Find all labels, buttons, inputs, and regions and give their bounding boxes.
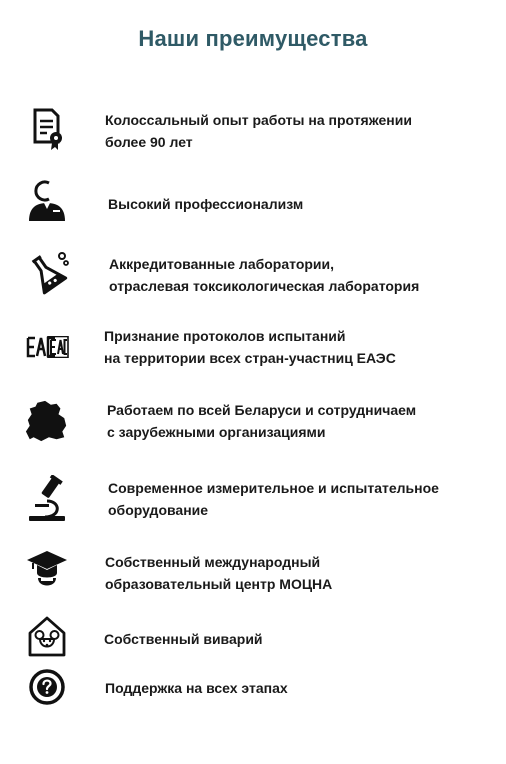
lab-flask-icon xyxy=(24,250,70,296)
advantage-item-vivarium xyxy=(0,614,506,658)
advantage-text: Поддержка на всех этапах xyxy=(105,680,288,696)
certificate-document-icon xyxy=(24,106,70,152)
advantage-item-equipment xyxy=(0,474,506,526)
vivarium-house-icon xyxy=(24,614,70,660)
advantage-item-experience xyxy=(0,104,506,154)
advantage-text: Собственный международный образовательный центр МОЦНА xyxy=(105,554,333,592)
belarus-map-icon xyxy=(24,398,70,444)
advantage-item-geography xyxy=(0,396,506,450)
eac-mark-icon xyxy=(24,324,70,370)
microscope-icon xyxy=(24,476,70,522)
advantage-text: Аккредитованные лаборатории, отраслевая токсикологическая лаборатория xyxy=(109,256,420,294)
advantage-text: Современное измерительное и испытательное оборудование xyxy=(108,480,439,518)
question-circle-icon xyxy=(24,664,70,710)
advantage-item-professionalism xyxy=(0,178,506,226)
advantage-item-eaeu-recognition xyxy=(0,322,506,372)
advantage-text: Признание протоколов испытаний на территории всех стран-участниц ЕАЭС xyxy=(104,328,396,366)
advantage-text: Работаем по всей Беларуси и сотрудничаем с зарубежными организациями xyxy=(107,402,417,440)
advantage-item-laboratories xyxy=(0,250,506,300)
graduation-cap-icon xyxy=(24,548,70,594)
advantage-text: Высокий профессионализм xyxy=(108,196,304,212)
professional-person-icon xyxy=(24,178,70,224)
page-title: Наши преимущества xyxy=(138,26,368,51)
advantage-text: Собственный виварий xyxy=(104,631,263,647)
advantage-text: Колоссальный опыт работы на протяжении более 90 лет xyxy=(105,112,412,150)
advantage-item-education-center xyxy=(0,548,506,598)
advantage-item-support xyxy=(0,664,506,708)
